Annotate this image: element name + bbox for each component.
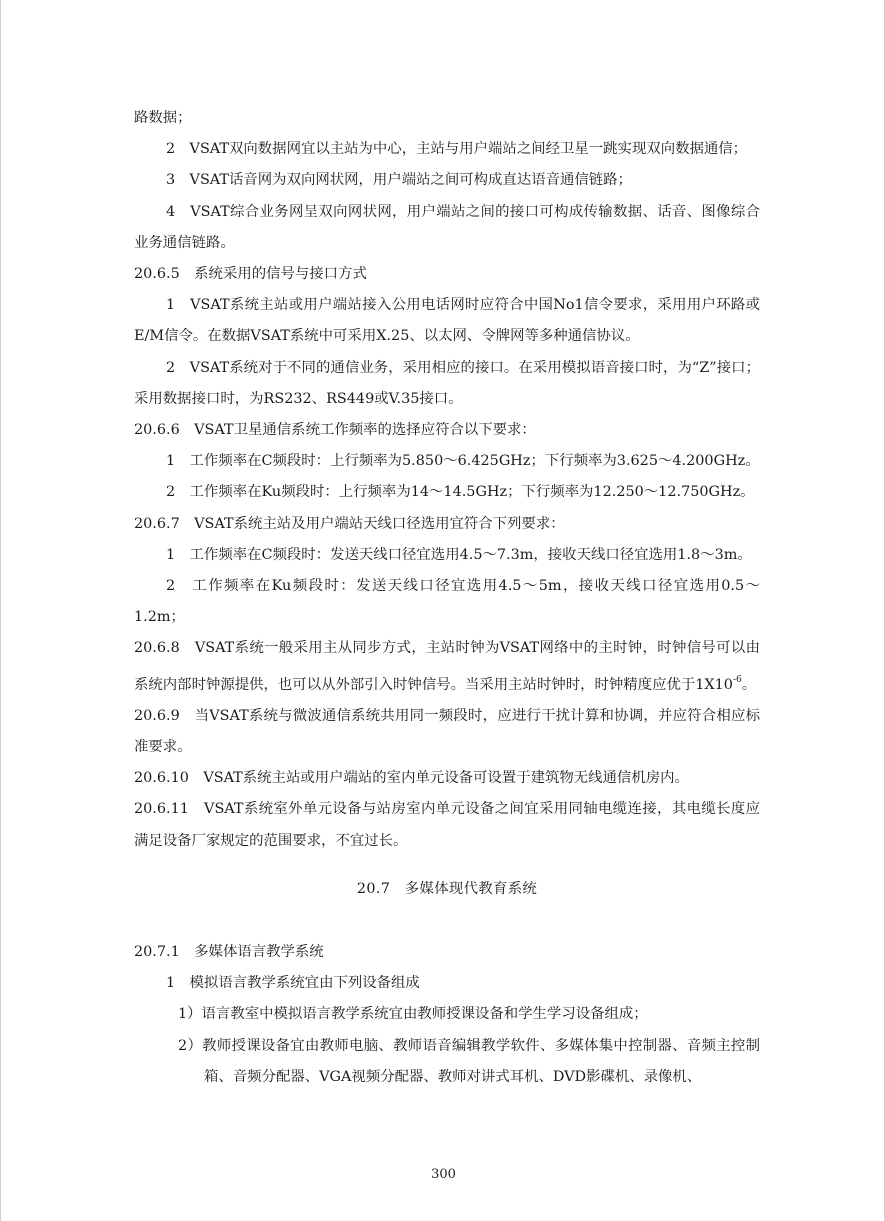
clause-end: 。 — [741, 676, 757, 693]
page-number: 300 — [431, 1167, 456, 1182]
superscript: -6 — [732, 674, 742, 685]
clause-paragraph: 20.6.10 VSAT系统主站或用户端站的室内单元设备可设置于建筑物无线通信机房内。 — [134, 770, 689, 787]
paragraph: 4 VSAT综合业务网呈双向网状网，用户端站之间的接口可构成传输数据、话音、图像综合业务通信链路。 — [134, 203, 760, 251]
clause-paragraph: 20.6.11 VSAT系统室外单元设备与站房室内单元设备之间宜采用同轴电缆连接，其电缆长度应满足设备厂家规定的范围要求，不宜过长。 — [134, 801, 760, 849]
paragraph: 1 VSAT系统主站或用户端站接入公用电话网时应符合中国No1信令要求，采用用户环路或E/M信令。在数据VSAT系统中可采用X.25、以太网、令牌网等多种通信协议。 — [134, 297, 760, 345]
page-body — [134, 103, 760, 1093]
clause-heading: 20.6.7 VSAT系统主站及用户端站天线口径选用宜符合下列要求： — [134, 515, 565, 532]
list-item: 2）教师授课设备宜由教师电脑、教师语音编辑教学软件、多媒体集中控制器、音频主控制箱、音频分配器、VGA视频分配器、教师对讲式耳机、DVD影碟机、录像机、 — [178, 1037, 760, 1085]
paragraph: 1 工作频率在C频段时：发送天线口径宜选用4.5～7.3m，接收天线口径宜选用1.8～3m。 — [166, 546, 752, 563]
paragraph: 2 VSAT双向数据网宜以主站为中心，主站与用户端站之间经卫星一跳实现双向数据通信； — [166, 141, 748, 158]
clause-paragraph — [134, 633, 760, 700]
paragraph: 3 VSAT话音网为双向网状网，用户端站之间可构成直达语音通信链路； — [166, 172, 632, 189]
paragraph: 2 VSAT系统对于不同的通信业务，采用相应的接口。在采用模拟语音接口时，为“Z”接口；采用数据接口时，为RS232、RS449或V.35接口。 — [134, 359, 760, 407]
clause-text: 20.6.8 VSAT系统一般采用主从同步方式，主站时钟为VSAT网络中的主时钟，时钟信号可以由系统内部时钟源提供，也可以从外部引入时钟信号。当采用主站时钟时，时钟精度应优于1X10 — [134, 640, 760, 693]
section-title: 20.7 多媒体现代教育系统 — [356, 880, 538, 897]
clause-heading: 20.6.6 VSAT卫星通信系统工作频率的选择应符合以下要求： — [134, 422, 536, 439]
clause-heading: 20.6.5 系统采用的信号与接口方式 — [134, 266, 367, 283]
paragraph: 2 工作频率在Ku频段时：上行频率为14～14.5GHz；下行频率为12.250～12.750GHz。 — [166, 484, 755, 501]
paragraph: 1 工作频率在C频段时：上行频率为5.850～6.425GHz；下行频率为3.625～4.200GHz。 — [166, 453, 760, 470]
paragraph: 路数据； — [134, 110, 192, 126]
paragraph: 2 工作频率在Ku频段时：发送天线口径宜选用4.5～5m，接收天线口径宜选用0.5～1.2m； — [134, 578, 760, 626]
clause-paragraph: 20.6.9 当VSAT系统与微波通信系统共用同一频段时，应进行干扰计算和协调，并应符合相应标准要求。 — [134, 707, 760, 756]
clause-heading: 20.7.1 多媒体语言教学系统 — [134, 944, 324, 961]
paragraph: 1 模拟语言教学系统宜由下列设备组成 — [166, 975, 420, 992]
list-item: 1）语言教室中模拟语言教学系统宜由教师授课设备和学生学习设备组成； — [178, 1006, 648, 1023]
